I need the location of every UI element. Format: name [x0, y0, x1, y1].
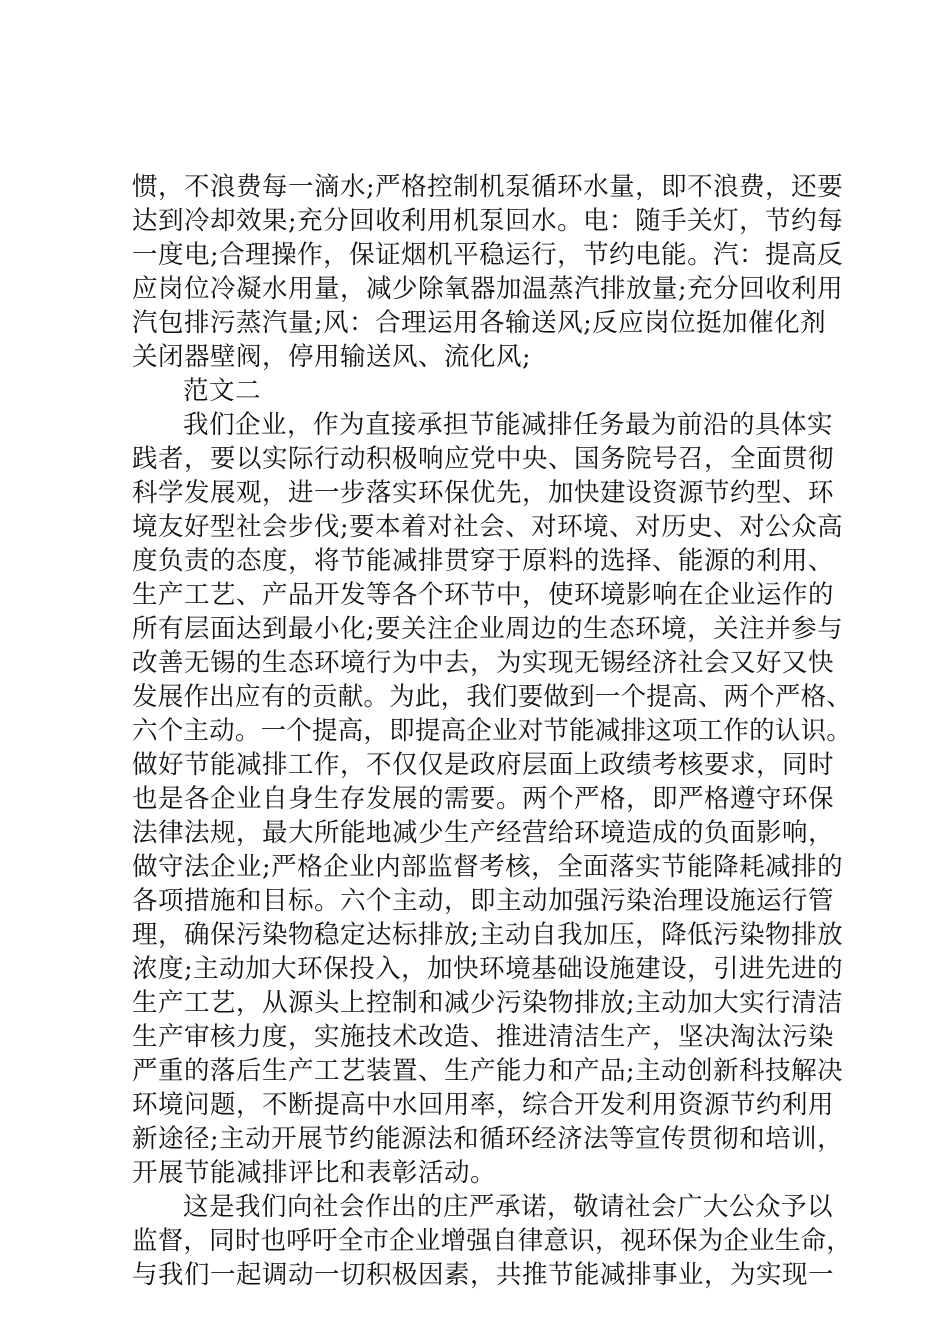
text-line: 一度电;合理操作，保证烟机平稳运行，节约电能。汽：提高反	[132, 240, 844, 270]
text-line: 惯，不浪费每一滴水;严格控制机泵循环水量，即不浪费，还要	[132, 172, 844, 202]
text-line: 也是各企业自身生存发展的需要。两个严格，即严格遵守环保	[132, 784, 835, 814]
text-line: 与我们一起调动一切积极因素，共推节能减排事业，为实现一	[132, 1260, 835, 1290]
text-line: 环境问题，不断提高中水回用率，综合开发利用资源节约利用	[132, 1090, 835, 1120]
document-page	[132, 170, 852, 1292]
text-line: 生产审核力度，实施技术改造、推进清洁生产，坚决淘汰污染	[132, 1022, 835, 1052]
text-line: 生产工艺、产品开发等各个环节中，使环境影响在企业运作的	[132, 580, 835, 610]
text-line: 理，确保污染物稳定达标排放;主动自我加压，降低污染物排放	[132, 920, 844, 950]
text-line: 开展节能减排评比和表彰活动。	[132, 1158, 497, 1188]
text-line: 改善无锡的生态环境行为中去，为实现无锡经济社会又好又快	[132, 648, 835, 678]
text-line: 各项措施和目标。六个主动，即主动加强污染治理设施运行管	[132, 886, 835, 916]
text-line: 这是我们向社会作出的庄严承诺，敬请社会广大公众予以	[183, 1192, 834, 1222]
text-line: 我们企业，作为直接承担节能减排任务最为前沿的具体实	[183, 410, 834, 440]
text-line: 发展作出应有的贡献。为此，我们要做到一个提高、两个严格、	[132, 682, 853, 712]
text-line: 法律法规，最大所能地减少生产经营给环境造成的负面影响，	[132, 818, 835, 848]
text-line: 严重的落后生产工艺装置、生产能力和产品;主动创新科技解决	[132, 1056, 844, 1086]
text-line: 新途径;主动开展节约能源法和循环经济法等宣传贯彻和培训，	[132, 1124, 844, 1154]
text-line: 做好节能减排工作，不仅仅是政府层面上政绩考核要求，同时	[132, 750, 835, 780]
text-line: 境友好型社会步伐;要本着对社会、对环境、对历史、对公众高	[132, 512, 844, 542]
text-line: 六个主动。一个提高，即提高企业对节能减排这项工作的认识。	[132, 716, 853, 746]
text-line: 践者，要以实际行动积极响应党中央、国务院号召，全面贯彻	[132, 444, 835, 474]
text-line: 范文二	[183, 376, 262, 406]
text-line: 关闭器壁阀，停用输送风、流化风;	[132, 342, 532, 372]
text-line: 做守法企业;严格企业内部监督考核，全面落实节能降耗减排的	[132, 852, 844, 882]
text-line: 所有层面达到最小化;要关注企业周边的生态环境，关注并参与	[132, 614, 844, 644]
text-line: 生产工艺，从源头上控制和减少污染物排放;主动加大实行清洁	[132, 988, 844, 1018]
text-line: 应岗位冷凝水用量，减少除氧器加温蒸汽排放量;充分回收利用	[132, 274, 844, 304]
text-line: 汽包排污蒸汽量;风：合理运用各输送风;反应岗位挺加催化剂	[132, 308, 827, 338]
text-line: 达到冷却效果;充分回收利用机泵回水。电：随手关灯，节约每	[132, 206, 844, 236]
text-line: 科学发展观，进一步落实环保优先，加快建设资源节约型、环	[132, 478, 835, 508]
text-line: 监督，同时也呼吁全市企业增强自律意识，视环保为企业生命，	[132, 1226, 853, 1256]
text-line: 浓度;主动加大环保投入，加快环境基础设施建设，引进先进的	[132, 954, 844, 984]
text-line: 度负责的态度，将节能减排贯穿于原料的选择、能源的利用、	[132, 546, 835, 576]
